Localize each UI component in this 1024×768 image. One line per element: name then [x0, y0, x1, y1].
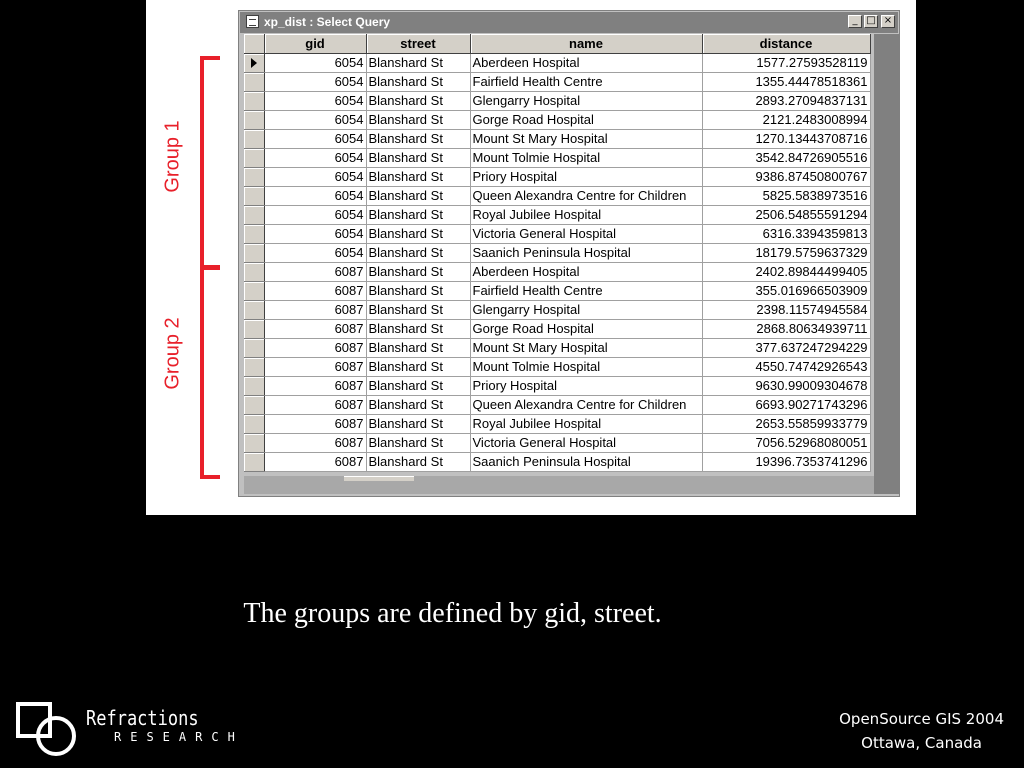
conference-info: [839, 707, 1004, 755]
table-row[interactable]: [244, 415, 870, 434]
group-2-bracket: [200, 266, 220, 479]
cell-street[interactable]: Blanshard St: [366, 168, 470, 187]
logo-name: Refractions: [86, 706, 199, 730]
cell-distance[interactable]: 355.016966503909: [702, 282, 870, 301]
cell-distance[interactable]: 1270.13443708716: [702, 130, 870, 149]
cell-gid[interactable]: 6054: [264, 92, 366, 111]
window-titlebar[interactable]: [240, 12, 898, 33]
slide-caption: The groups are defined by gid, street.: [243, 598, 662, 629]
table-row[interactable]: [244, 111, 870, 130]
cell-gid[interactable]: 6087: [264, 377, 366, 396]
cell-name[interactable]: Priory Hospital: [470, 168, 702, 187]
table-row[interactable]: [244, 320, 870, 339]
table-row[interactable]: [244, 206, 870, 225]
table-row[interactable]: [244, 225, 870, 244]
cell-gid[interactable]: 6087: [264, 339, 366, 358]
window-title: xp_dist : Select Query: [264, 15, 391, 29]
row-selector[interactable]: [244, 377, 264, 396]
cell-street[interactable]: Blanshard St: [366, 320, 470, 339]
cell-gid[interactable]: 6087: [264, 396, 366, 415]
cell-street[interactable]: Blanshard St: [366, 377, 470, 396]
row-selector[interactable]: [244, 396, 264, 415]
table-row[interactable]: [244, 130, 870, 149]
group-2-label: Group 2: [161, 317, 184, 390]
row-selector[interactable]: [244, 434, 264, 453]
cell-name[interactable]: Fairfield Health Centre: [470, 282, 702, 301]
table-row[interactable]: [244, 73, 870, 92]
cell-street[interactable]: Blanshard St: [366, 339, 470, 358]
cell-distance[interactable]: 2653.55859933779: [702, 415, 870, 434]
cell-name[interactable]: Queen Alexandra Centre for Children: [470, 396, 702, 415]
row-selector[interactable]: [244, 130, 264, 149]
cell-distance[interactable]: 2398.11574945584: [702, 301, 870, 320]
cell-gid[interactable]: 6054: [264, 54, 366, 73]
cell-distance[interactable]: 1577.27593528119: [702, 54, 870, 73]
cell-name[interactable]: Royal Jubilee Hospital: [470, 415, 702, 434]
column-header-street[interactable]: street: [366, 34, 470, 54]
cell-name[interactable]: Saanich Peninsula Hospital: [470, 244, 702, 263]
group-1-bracket: [200, 56, 220, 269]
row-selector[interactable]: [244, 187, 264, 206]
cell-distance[interactable]: 2893.27094837131: [702, 92, 870, 111]
table-row[interactable]: [244, 339, 870, 358]
cell-distance[interactable]: 7056.52968080051: [702, 434, 870, 453]
table-row[interactable]: [244, 282, 870, 301]
row-selector[interactable]: [244, 415, 264, 434]
cell-street[interactable]: Blanshard St: [366, 92, 470, 111]
cell-gid[interactable]: 6087: [264, 434, 366, 453]
cell-name[interactable]: Gorge Road Hospital: [470, 111, 702, 130]
cell-name[interactable]: Fairfield Health Centre: [470, 73, 702, 92]
table-row[interactable]: [244, 168, 870, 187]
cell-gid[interactable]: 6087: [264, 320, 366, 339]
conference-location: Ottawa, Canada: [861, 734, 982, 752]
cell-gid[interactable]: 6087: [264, 301, 366, 320]
row-selector[interactable]: [244, 206, 264, 225]
column-header-gid[interactable]: gid: [264, 34, 366, 54]
cell-street[interactable]: Blanshard St: [366, 396, 470, 415]
cell-gid[interactable]: 6054: [264, 130, 366, 149]
cell-street[interactable]: Blanshard St: [366, 149, 470, 168]
cell-street[interactable]: Blanshard St: [366, 54, 470, 73]
cell-distance[interactable]: 2868.80634939711: [702, 320, 870, 339]
cell-name[interactable]: Victoria General Hospital: [470, 225, 702, 244]
cell-gid[interactable]: 6087: [264, 282, 366, 301]
column-header-distance[interactable]: distance: [702, 34, 870, 54]
row-selector[interactable]: [244, 244, 264, 263]
refractions-logo: [16, 700, 244, 756]
current-record-arrow-icon: [251, 58, 257, 68]
row-selector[interactable]: [244, 54, 264, 73]
cell-street[interactable]: Blanshard St: [366, 263, 470, 282]
horizontal-scrollbar[interactable]: [244, 476, 874, 494]
cell-gid[interactable]: 6054: [264, 244, 366, 263]
row-selector[interactable]: [244, 282, 264, 301]
table-row[interactable]: [244, 377, 870, 396]
cell-gid[interactable]: 6054: [264, 168, 366, 187]
table-row[interactable]: [244, 358, 870, 377]
cell-gid[interactable]: 6054: [264, 149, 366, 168]
row-selector[interactable]: [244, 73, 264, 92]
cell-distance[interactable]: 5825.5838973516: [702, 187, 870, 206]
cell-gid[interactable]: 6087: [264, 415, 366, 434]
cell-street[interactable]: Blanshard St: [366, 206, 470, 225]
maximize-button[interactable]: □: [864, 15, 878, 28]
cell-distance[interactable]: 377.637247294229: [702, 339, 870, 358]
cell-street[interactable]: Blanshard St: [366, 282, 470, 301]
close-button[interactable]: ×: [881, 15, 895, 28]
table-row[interactable]: [244, 92, 870, 111]
cell-gid[interactable]: 6054: [264, 206, 366, 225]
row-selector[interactable]: [244, 225, 264, 244]
results-table: [244, 34, 871, 472]
table-row[interactable]: [244, 434, 870, 453]
cell-name[interactable]: Queen Alexandra Centre for Children: [470, 187, 702, 206]
row-selector[interactable]: [244, 263, 264, 282]
cell-gid[interactable]: 6054: [264, 225, 366, 244]
group-1-label: Group 1: [161, 120, 184, 193]
row-selector[interactable]: [244, 92, 264, 111]
table-row[interactable]: [244, 187, 870, 206]
table-row[interactable]: [244, 301, 870, 320]
row-selector[interactable]: [244, 111, 264, 130]
cell-distance[interactable]: 9386.87450800767: [702, 168, 870, 187]
minimize-button[interactable]: _: [848, 15, 862, 28]
conference-name: OpenSource GIS 2004: [839, 710, 1004, 728]
query-screenshot: [146, 0, 916, 515]
horizontal-scroll-thumb[interactable]: [344, 476, 414, 481]
row-selector[interactable]: [244, 453, 264, 472]
table-row[interactable]: [244, 149, 870, 168]
cell-name[interactable]: Glengarry Hospital: [470, 92, 702, 111]
table-row[interactable]: [244, 54, 870, 73]
cell-street[interactable]: Blanshard St: [366, 130, 470, 149]
cell-name[interactable]: Royal Jubilee Hospital: [470, 206, 702, 225]
cell-street[interactable]: Blanshard St: [366, 415, 470, 434]
cell-gid[interactable]: 6054: [264, 187, 366, 206]
logo-subtitle: RESEARCH: [114, 730, 244, 744]
cell-name[interactable]: Priory Hospital: [470, 377, 702, 396]
cell-gid[interactable]: 6087: [264, 358, 366, 377]
cell-street[interactable]: Blanshard St: [366, 187, 470, 206]
cell-gid[interactable]: 6087: [264, 263, 366, 282]
table-row[interactable]: [244, 453, 870, 472]
cell-name[interactable]: Mount St Mary Hospital: [470, 339, 702, 358]
row-selector[interactable]: [244, 339, 264, 358]
row-selector[interactable]: [244, 358, 264, 377]
select-all-corner[interactable]: [244, 34, 264, 54]
cell-distance[interactable]: 6316.3394359813: [702, 225, 870, 244]
cell-distance[interactable]: 4550.74742926543: [702, 358, 870, 377]
cell-street[interactable]: Blanshard St: [366, 301, 470, 320]
table-row[interactable]: [244, 396, 870, 415]
cell-name[interactable]: Mount Tolmie Hospital: [470, 149, 702, 168]
row-selector[interactable]: [244, 149, 264, 168]
cell-name[interactable]: Saanich Peninsula Hospital: [470, 453, 702, 472]
cell-street[interactable]: Blanshard St: [366, 358, 470, 377]
cell-gid[interactable]: 6087: [264, 453, 366, 472]
datasheet-icon: [246, 15, 259, 28]
logo-circle-mark: [36, 716, 76, 756]
header-row: [244, 34, 870, 54]
cell-street[interactable]: Blanshard St: [366, 244, 470, 263]
cell-street[interactable]: Blanshard St: [366, 111, 470, 130]
cell-street[interactable]: Blanshard St: [366, 434, 470, 453]
row-selector[interactable]: [244, 168, 264, 187]
cell-distance[interactable]: 18179.5759637329: [702, 244, 870, 263]
cell-name[interactable]: Victoria General Hospital: [470, 434, 702, 453]
cell-street[interactable]: Blanshard St: [366, 73, 470, 92]
cell-distance[interactable]: 2402.89844499405: [702, 263, 870, 282]
cell-distance[interactable]: 19396.7353741296: [702, 453, 870, 472]
column-header-name[interactable]: name: [470, 34, 702, 54]
cell-name[interactable]: Gorge Road Hospital: [470, 320, 702, 339]
cell-distance[interactable]: 1355.44478518361: [702, 73, 870, 92]
cell-distance[interactable]: 2506.54855591294: [702, 206, 870, 225]
row-selector[interactable]: [244, 320, 264, 339]
cell-name[interactable]: Mount St Mary Hospital: [470, 130, 702, 149]
select-query-window: [238, 10, 900, 497]
cell-street[interactable]: Blanshard St: [366, 453, 470, 472]
table-row[interactable]: [244, 244, 870, 263]
cell-name[interactable]: Aberdeen Hospital: [470, 263, 702, 282]
cell-distance[interactable]: 2121.2483008994: [702, 111, 870, 130]
cell-gid[interactable]: 6054: [264, 111, 366, 130]
cell-name[interactable]: Mount Tolmie Hospital: [470, 358, 702, 377]
cell-name[interactable]: Aberdeen Hospital: [470, 54, 702, 73]
table-row[interactable]: [244, 263, 870, 282]
cell-distance[interactable]: 3542.84726905516: [702, 149, 870, 168]
grid-right-edge: [874, 34, 900, 494]
cell-street[interactable]: Blanshard St: [366, 225, 470, 244]
cell-distance[interactable]: 6693.90271743296: [702, 396, 870, 415]
cell-distance[interactable]: 9630.99009304678: [702, 377, 870, 396]
row-selector[interactable]: [244, 301, 264, 320]
datasheet-grid: [244, 34, 874, 472]
cell-gid[interactable]: 6054: [264, 73, 366, 92]
cell-name[interactable]: Glengarry Hospital: [470, 301, 702, 320]
